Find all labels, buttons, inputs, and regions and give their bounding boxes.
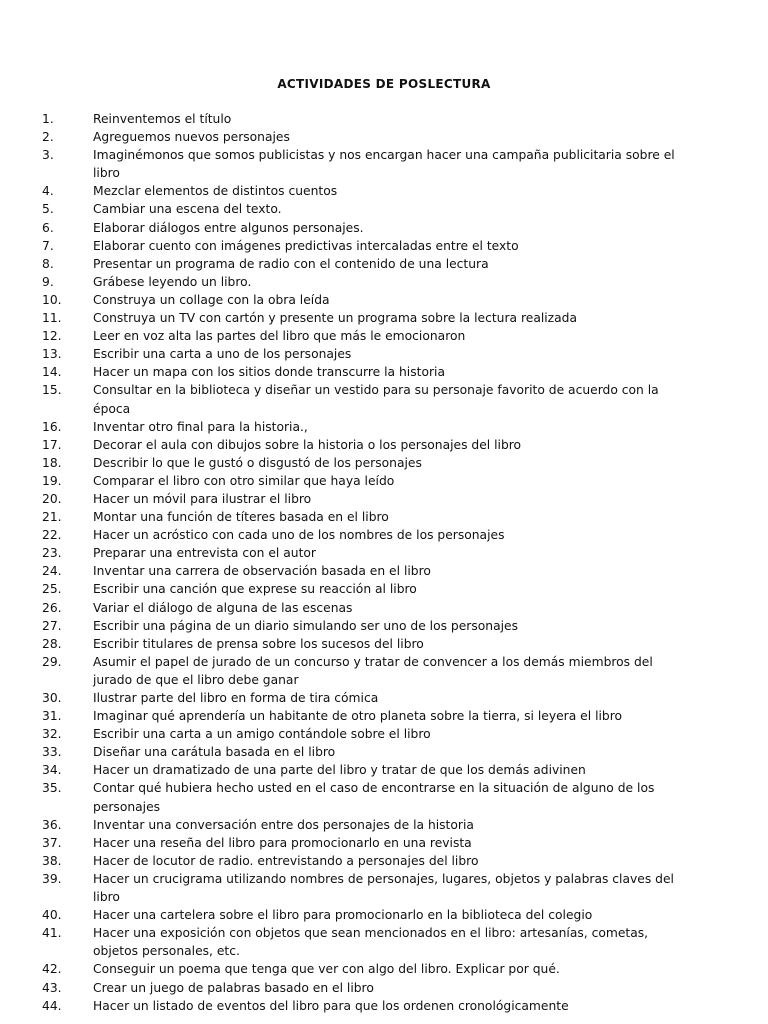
list-item-number: 32. <box>42 727 62 742</box>
list-item <box>0 689 768 707</box>
list-item-text: Contar qué hubiera hecho usted en el caso de encontrarse en la situación de alguno de los personajes <box>93 781 655 814</box>
list-item-number: 14. <box>42 365 62 380</box>
list-item <box>0 779 768 815</box>
list-item <box>0 327 768 345</box>
list-item-text: Hacer una exposición con objetos que sean mencionados en el libro: artesanías, cometas, objetos personales, etc. <box>93 926 649 959</box>
list-item-text: Hacer una cartelera sobre el libro para promocionarlo en la biblioteca del colegio <box>93 908 593 923</box>
list-item-number: 4. <box>42 184 54 199</box>
list-item-number: 3. <box>42 148 54 163</box>
list-item-number: 15. <box>42 383 62 398</box>
list-item-number: 29. <box>42 654 62 669</box>
list-item-text: Grábese leyendo un libro. <box>93 274 252 289</box>
list-item-number: 11. <box>42 311 62 326</box>
list-item-number: 17. <box>42 437 62 452</box>
list-item-text: Leer en voz alta las partes del libro que más le emocionaron <box>93 329 466 344</box>
list-item-text: Decorar el aula con dibujos sobre la historia o los personajes del libro <box>93 437 522 452</box>
list-item <box>0 146 768 182</box>
list-item-number: 37. <box>42 835 62 850</box>
list-item <box>0 345 768 363</box>
list-item-number: 19. <box>42 473 62 488</box>
list-item-text: Hacer un crucigrama utilizando nombres de personajes, lugares, objetos y palabras claves del libro <box>93 871 674 905</box>
list-item <box>0 599 768 617</box>
activity-list <box>0 110 768 1015</box>
list-item <box>0 653 768 689</box>
list-item <box>0 743 768 761</box>
list-item <box>0 381 768 417</box>
list-item <box>0 562 768 580</box>
page-title: ACTIVIDADES DE POSLECTURA <box>277 77 491 91</box>
list-item <box>0 200 768 218</box>
list-item-text: Hacer un listado de eventos del libro para que los ordenen cronológicamente <box>93 998 569 1013</box>
list-item <box>0 436 768 454</box>
list-item-text: Escribir titulares de prensa sobre los sucesos del libro <box>93 636 424 651</box>
list-item-number: 33. <box>42 745 62 760</box>
list-item-text: Conseguir un poema que tenga que ver con algo del libro. Explicar por qué. <box>93 962 560 977</box>
list-item <box>0 997 768 1015</box>
list-item-number: 12. <box>42 329 62 344</box>
list-item <box>0 870 768 906</box>
list-item-number: 10. <box>42 292 62 307</box>
list-item-text: Describir lo que le gustó o disgustó de los personajes <box>93 455 422 470</box>
list-item-text: Elaborar cuento con imágenes predictivas intercaladas entre el texto <box>93 238 519 253</box>
list-item <box>0 219 768 237</box>
list-item-number: 25. <box>42 582 62 597</box>
list-item-text: Escribir una página de un diario simulando ser uno de los personajes <box>93 618 519 633</box>
list-item <box>0 182 768 200</box>
list-item <box>0 635 768 653</box>
list-item-number: 5. <box>42 202 54 217</box>
list-item-number: 18. <box>42 455 62 470</box>
list-item-text: Ilustrar parte del libro en forma de tira cómica <box>93 691 379 705</box>
list-item <box>0 490 768 508</box>
list-item-text: Construya un TV con cartón y presente un programa sobre la lectura realizada <box>93 311 578 326</box>
list-item-text: Escribir una carta a uno de los personajes <box>93 347 352 362</box>
list-item-number: 38. <box>42 853 62 868</box>
list-item-text: Comparar el libro con otro similar que haya leído <box>93 473 395 488</box>
list-item <box>0 472 768 490</box>
list-item-number: 26. <box>42 600 62 615</box>
list-item <box>0 363 768 381</box>
list-item <box>0 110 768 128</box>
list-item-text: Hacer un móvil para ilustrar el libro <box>93 491 312 506</box>
list-item-number: 28. <box>42 636 62 651</box>
list-item-text: Diseñar una carátula basada en el libro <box>93 745 336 760</box>
list-item-text: Presentar un programa de radio con el contenido de una lectura <box>93 256 489 271</box>
list-item-number: 8. <box>42 256 54 271</box>
list-item <box>0 291 768 309</box>
list-item <box>0 707 768 725</box>
list-item-text: Variar el diálogo de alguna de las escenas <box>93 600 353 615</box>
list-item-number: 21. <box>42 510 62 525</box>
list-item <box>0 725 768 743</box>
list-item-number: 1. <box>42 112 54 126</box>
list-item-text: Cambiar una escena del texto. <box>93 202 282 217</box>
list-item <box>0 960 768 978</box>
list-item-number: 41. <box>42 926 62 941</box>
list-item-number: 27. <box>42 618 62 633</box>
list-item-text: Hacer un acróstico con cada uno de los nombres de los personajes <box>93 528 505 543</box>
list-item-number: 2. <box>42 130 54 145</box>
list-item <box>0 418 768 436</box>
list-item-number: 35. <box>42 781 62 796</box>
list-item <box>0 508 768 526</box>
list-item-text: Crear un juego de palabras basado en el libro <box>93 980 374 995</box>
list-item-text: Preparar una entrevista con el autor <box>93 546 316 561</box>
list-item <box>0 924 768 960</box>
list-item-text: Reinventemos el título <box>93 112 232 126</box>
list-item-text: Inventar una conversación entre dos personajes de la historia <box>93 817 474 832</box>
list-item-text: Hacer un mapa con los sitios donde transcurre la historia <box>93 365 445 380</box>
list-item <box>0 979 768 997</box>
list-item-number: 43. <box>42 980 62 995</box>
list-item <box>0 273 768 291</box>
list-item-text: Imaginémonos que somos publicistas y nos encargan hacer una campaña publicitaria sobre el libro <box>93 148 675 181</box>
list-item-text: Consultar en la biblioteca y diseñar un vestido para su personaje favorito de acuerdo con la época <box>93 383 659 416</box>
list-item-number: 16. <box>42 419 62 434</box>
list-item <box>0 454 768 472</box>
list-item-text: Asumir el papel de jurado de un concurso y tratar de convencer a los demás miembros del jurado de que el libro debe ganar <box>93 654 653 687</box>
list-item-number: 39. <box>42 871 62 886</box>
list-item-text: Mezclar elementos de distintos cuentos <box>93 184 338 199</box>
list-item-text: Escribir una canción que exprese su reacción al libro <box>93 582 417 597</box>
list-item-text: Hacer una reseña del libro para promocionarlo en una revista <box>93 835 472 850</box>
list-item <box>0 580 768 598</box>
list-item-number: 31. <box>42 709 62 724</box>
list-item-text: Inventar una carrera de observación basada en el libro <box>93 564 431 579</box>
list-item <box>0 852 768 870</box>
list-item <box>0 128 768 146</box>
list-item-number: 34. <box>42 763 62 778</box>
list-item-number: 13. <box>42 347 62 362</box>
list-item-text: Inventar otro final para la historia., <box>93 419 308 434</box>
list-item-number: 36. <box>42 817 62 832</box>
list-item <box>0 617 768 635</box>
list-item <box>0 237 768 255</box>
list-item-text: Agreguemos nuevos personajes <box>93 130 290 145</box>
list-item-number: 30. <box>42 691 62 705</box>
list-item-number: 42. <box>42 962 62 977</box>
list-item <box>0 255 768 273</box>
list-item-number: 9. <box>42 274 54 289</box>
list-item <box>0 526 768 544</box>
list-item-text: Montar una función de títeres basada en el libro <box>93 510 389 525</box>
list-item <box>0 309 768 327</box>
list-item-number: 6. <box>42 220 54 235</box>
list-item-text: Hacer de locutor de radio. entrevistando a personajes del libro <box>93 853 479 868</box>
list-item-number: 24. <box>42 564 62 579</box>
list-item-number: 22. <box>42 528 62 543</box>
list-item-number: 44. <box>42 998 62 1013</box>
list-item-text: Imaginar qué aprendería un habitante de otro planeta sobre la tierra, si leyera el libro <box>93 709 623 724</box>
list-item <box>0 816 768 834</box>
list-item-number: 20. <box>42 491 62 506</box>
list-item <box>0 906 768 924</box>
list-item-number: 40. <box>42 908 62 923</box>
list-item-number: 23. <box>42 546 62 561</box>
list-item <box>0 834 768 852</box>
list-item-text: Construya un collage con la obra leída <box>93 292 330 307</box>
list-item <box>0 761 768 779</box>
list-item <box>0 544 768 562</box>
list-item-text: Escribir una carta a un amigo contándole sobre el libro <box>93 727 431 742</box>
list-item-text: Hacer un dramatizado de una parte del libro y tratar de que los demás adivinen <box>93 763 586 778</box>
list-item-text: Elaborar diálogos entre algunos personajes. <box>93 220 364 235</box>
list-item-number: 7. <box>42 238 54 253</box>
